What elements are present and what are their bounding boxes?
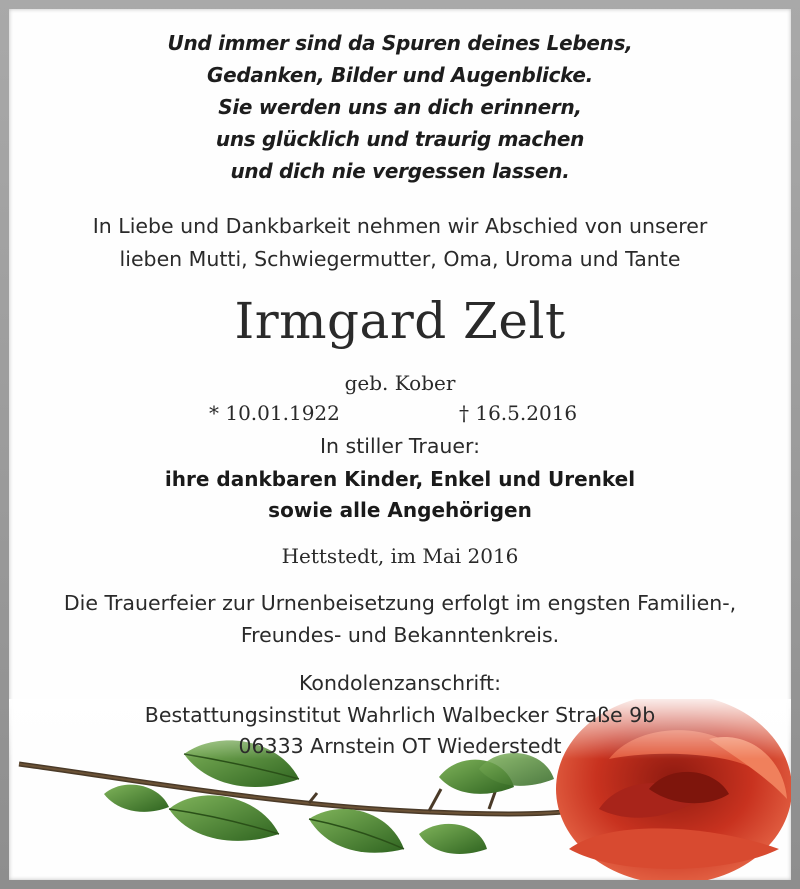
mourning-heading: In stiller Trauer: bbox=[320, 434, 480, 458]
intro-line-1: In Liebe und Dankbarkeit nehmen wir Abschied von unserer bbox=[92, 214, 708, 238]
obituary-card bbox=[9, 9, 791, 880]
poem-line-3: Sie werden uns an dich erinnern, bbox=[218, 95, 582, 119]
life-dates bbox=[9, 401, 791, 429]
place-date: Hettstedt, im Mai 2016 bbox=[281, 544, 519, 568]
poem-line-1: Und immer sind da Spuren deines Lebens, bbox=[167, 31, 633, 55]
deceased-name: Irmgard Zelt bbox=[234, 292, 566, 350]
condolence-heading: Kondolenzanschrift: bbox=[299, 671, 501, 695]
poem-line-5: und dich nie vergessen lassen. bbox=[230, 159, 570, 183]
ceremony-line-2: Freundes- und Bekanntenkreis. bbox=[240, 623, 560, 647]
condolence-address-2: 06333 Arnstein OT Wiederstedt bbox=[238, 734, 562, 758]
poem-line-4: uns glücklich und traurig machen bbox=[215, 127, 585, 151]
mourners-line-2: sowie alle Angehörigen bbox=[268, 498, 532, 522]
poem-line-2: Gedanken, Bilder und Augenblicke. bbox=[207, 63, 593, 87]
death-date: † 16.5.2016 bbox=[459, 401, 578, 425]
intro-line-2: lieben Mutti, Schwiegermutter, Oma, Uroma und Tante bbox=[119, 247, 681, 271]
maiden-name: geb. Kober bbox=[344, 371, 456, 395]
ceremony-line-1: Die Trauerfeier zur Urnenbeisetzung erfolgt im engsten Familien-, bbox=[63, 591, 737, 615]
birth-date: * 10.01.1922 bbox=[209, 401, 340, 425]
condolence-address-1: Bestattungsinstitut Wahrlich Walbecker Straße 9b bbox=[144, 703, 656, 727]
mourners-line-1: ihre dankbaren Kinder, Enkel und Urenkel bbox=[164, 467, 636, 491]
